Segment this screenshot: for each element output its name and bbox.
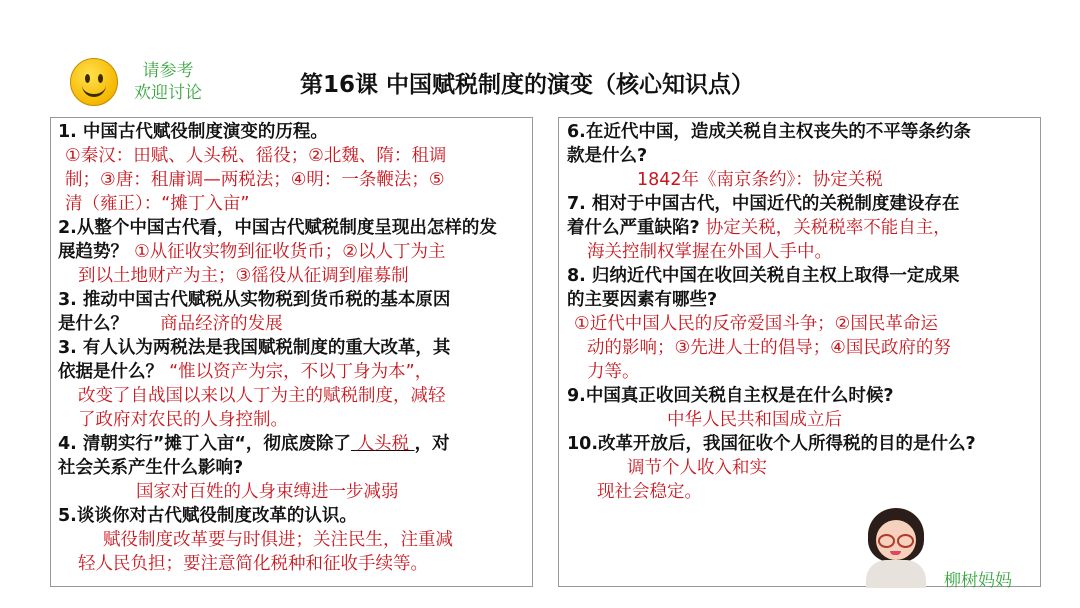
question-5-blank-answer: 人头税 — [350, 434, 415, 454]
answer-r9: 中华人民共和国成立后 — [667, 410, 842, 430]
question-5-line-1 — [58, 432, 526, 456]
question-r8-line-1: 8. 归纳近代中国在收回关税自主权上取得一定成果 — [567, 266, 960, 286]
question-6: 5.谈谈你对古代赋役制度改革的认识。 — [58, 506, 357, 526]
page-title: 第16课 中国赋税制度的演变（核心知识点） — [300, 72, 755, 98]
answer-4-line-3: 了政府对农民的人身控制。 — [78, 410, 288, 430]
mascot-glasses-right — [897, 534, 914, 548]
question-r7-text: 着什么严重缺陷? — [567, 218, 700, 238]
question-r8-line-2: 的主要因素有哪些? — [567, 290, 718, 310]
question-r10: 10.改革开放后，我国征收个人所得税的目的是什么? — [567, 434, 976, 454]
answer-4-line-2: 改变了自战国以来以人丁为主的赋税制度，减轻 — [78, 386, 446, 406]
answer-r8-line-3: 力等。 — [587, 362, 640, 382]
answer-2-line-2: 到以土地财产为主；③徭役从征调到雇募制 — [78, 266, 409, 286]
right-question-panel — [558, 117, 1041, 587]
question-2-text: 展趋势？ — [58, 242, 128, 262]
answer-1-line-2: 制；③唐：租庸调—两税法；④明：一条鞭法；⑤ — [65, 170, 445, 190]
smiley-mouth — [82, 82, 106, 97]
question-5-line-2: 社会关系产生什么影响? — [58, 458, 244, 478]
question-4-text: 依据是什么？ — [58, 362, 163, 382]
question-5-suffix: ，对 — [414, 434, 450, 454]
mascot-illustration — [862, 506, 932, 588]
question-2-line-2 — [58, 240, 526, 264]
answer-r8-line-2: 动的影响；③先进人士的倡导；④国民政府的努 — [587, 338, 951, 358]
tagline-line1: 请参考 — [142, 61, 194, 81]
answer-r8-line-1: ①近代中国人民的反帝爱国斗争；②国民革命运 — [574, 314, 938, 334]
tagline-line2: 欢迎讨论 — [134, 83, 202, 103]
answer-1-line-3: 清（雍正）：“摊丁入亩” — [65, 194, 250, 214]
answer-r10-line-2: 现社会稳定。 — [597, 482, 702, 502]
question-5-prefix: 4. 清朝实行”摊丁入亩“，彻底废除了 — [58, 434, 351, 454]
question-3-text: 是什么？ — [58, 314, 128, 334]
question-4-line-1: 3. 有人认为两税法是我国赋税制度的重大改革，其 — [58, 338, 451, 358]
question-3-line-2 — [58, 312, 526, 336]
question-r7-line-1: 7. 相对于中国古代，中国近代的关税制度建设存在 — [567, 194, 960, 214]
answer-2-inline: ①从征收实物到征收货币；②以人丁为主 — [134, 242, 446, 262]
question-2-line-1: 2.从整个中国古代看，中国古代赋税制度呈现出怎样的发 — [58, 218, 497, 238]
mascot-shirt — [866, 560, 926, 588]
answer-1-line-1: ①秦汉：田赋、人头税、徭役；②北魏、隋：租调 — [65, 146, 447, 166]
question-r6-line-2: 款是什么? — [567, 146, 648, 166]
answer-3-inline: 商品经济的发展 — [160, 314, 283, 334]
brand-label: 柳树妈妈 — [944, 571, 1012, 591]
smiley-icon — [70, 58, 118, 106]
left-question-panel — [50, 117, 533, 587]
answer-6-line-2: 轻人民负担；要注意简化税种和征收手续等。 — [78, 554, 428, 574]
answer-r7-inline: 协定关税，关税税率不能自主， — [705, 218, 951, 238]
question-3-line-1: 3. 推动中国古代赋税从实物税到货币税的基本原因 — [58, 290, 451, 310]
answer-r10-line-1: 调节个人收入和实 — [627, 458, 767, 478]
answer-r7-line-2: 海关控制权掌握在外国人手中。 — [587, 242, 832, 262]
mascot-glasses-left — [878, 534, 895, 548]
question-4-line-2 — [58, 360, 526, 384]
answer-5: 国家对百姓的人身束缚进一步减弱 — [136, 482, 399, 502]
tagline — [126, 60, 210, 104]
answer-6-line-1: 赋役制度改革要与时俱进；关注民生，注重减 — [103, 530, 453, 550]
answer-r6: 1842年《南京条约》：协定关税 — [637, 170, 883, 190]
question-r7-line-2 — [567, 216, 1032, 240]
question-r9: 9.中国真正收回关税自主权是在什么时候? — [567, 386, 894, 406]
answer-4-inline: “惟以资产为宗，不以丁身为本”， — [169, 362, 433, 382]
question-r6-line-1: 6.在近代中国，造成关税自主权丧失的不平等条约条 — [567, 122, 971, 142]
question-1: 1. 中国古代赋役制度演变的历程。 — [58, 122, 328, 142]
